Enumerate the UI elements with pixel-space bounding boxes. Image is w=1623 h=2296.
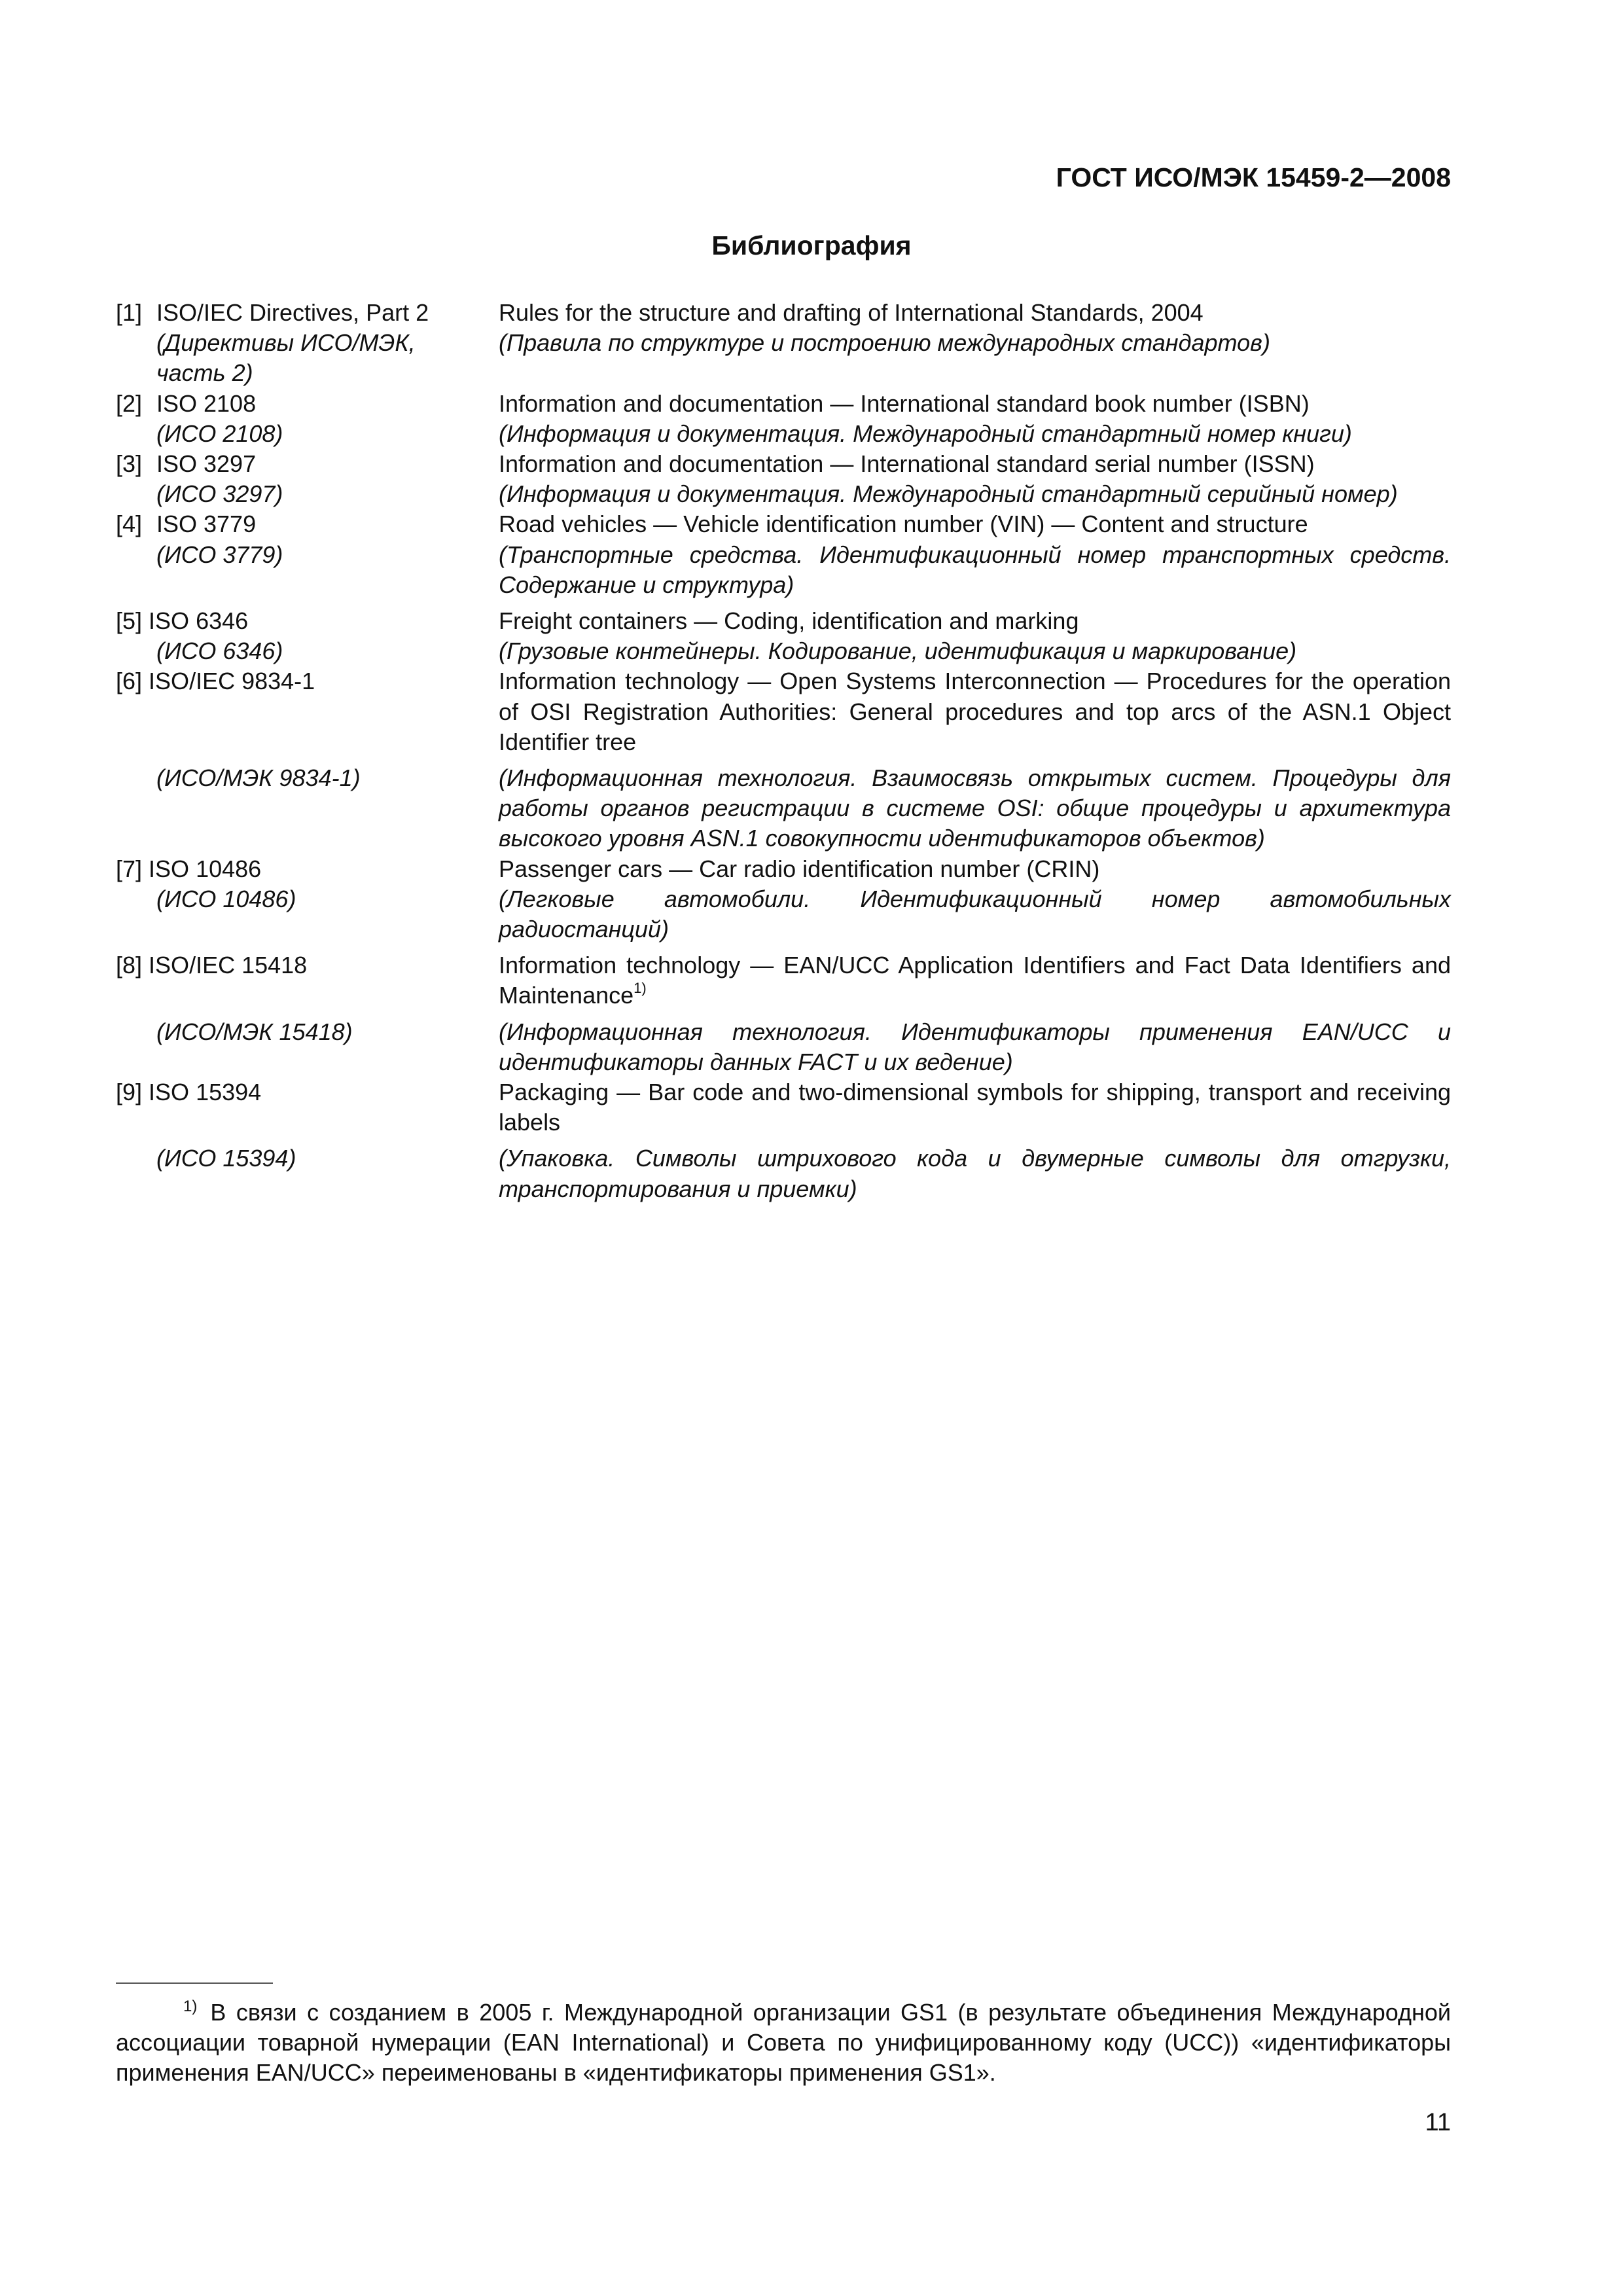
entry-reference: ISO/IEC Directives, Part 2 [156, 299, 429, 326]
entry-number: [9] [116, 1079, 143, 1106]
entry-description-ru: (Информационная технология. Идентификаторы применения EAN/UCC и идентификаторы данных FACT и их ведение) [499, 1018, 1451, 1075]
entry-reference-ru: (ИСО/МЭК 9834-1) [156, 764, 361, 792]
entry-description: Freight containers — Coding, identification and marking [499, 607, 1079, 635]
entry-reference-ru: (Директивы ИСО/МЭК, часть 2) [156, 329, 416, 387]
entry-description-ru: (Информация и документация. Международный стандартный серийный номер) [499, 480, 1398, 508]
bibliography-entry-7 [116, 854, 1451, 945]
entry-reference-ru: (ИСО 15394) [156, 1145, 296, 1172]
entry-description: Information technology — Open Systems Interconnection — Procedures for the operation of OSI Registration Authorities: General procedures and top arcs of the ASN.1 Object Identifier tree [499, 668, 1451, 755]
bibliography-entry-6 [116, 666, 1451, 853]
entry-number: [7] [116, 855, 143, 882]
entry-number: [3] [116, 450, 143, 478]
entry-reference-ru: (ИСО 6346) [156, 637, 283, 665]
entry-description: Information and documentation — International standard book number (ISBN) [499, 389, 1310, 417]
entry-reference-ru: (ИСО 3297) [156, 480, 283, 508]
document-code: ГОСТ ИСО/МЭК 15459-2—2008 [1056, 162, 1451, 192]
bibliography-entry-1 [116, 298, 1451, 389]
entry-description: Information and documentation — International standard serial number (ISSN) [499, 450, 1315, 478]
entry-reference: ISO 3297 [156, 450, 257, 478]
entry-reference: ISO/IEC 15418 [149, 952, 308, 979]
entry-number: [4] [116, 511, 143, 538]
entry-number: [5] [116, 607, 143, 635]
entry-reference: ISO 2108 [156, 389, 257, 417]
footnote [116, 1998, 1451, 2088]
entry-description-ru: (Упаковка. Символы штрихового кода и двумерные символы для отгрузки, транспортирования и приемки) [499, 1145, 1451, 1202]
entry-description-ru: (Правила по структуре и построению международных стандартов) [499, 329, 1270, 357]
entry-reference: ISO 10486 [149, 855, 262, 882]
bibliography-entry-9 [116, 1077, 1451, 1204]
entry-reference: ISO 6346 [149, 607, 249, 635]
entry-reference-ru: (ИСО 10486) [156, 885, 296, 912]
entry-description-ru: (Информация и документация. Международный стандартный номер книги) [499, 420, 1352, 447]
entry-reference-ru: (ИСО 2108) [156, 420, 283, 447]
entry-description-ru: (Легковые автомобили. Идентификационный номер автомобильных радиостанций) [499, 885, 1451, 943]
entry-description: Rules for the structure and drafting of International Standards, 2004 [499, 299, 1204, 326]
entry-number: [6] [116, 668, 143, 695]
footnote-reference: 1) [633, 980, 647, 997]
entry-number: [8] [116, 952, 143, 979]
entry-description: Road vehicles — Vehicle identification number (VIN) — Content and structure [499, 511, 1308, 538]
entry-description-ru: (Грузовые контейнеры. Кодирование, идентификация и маркирование) [499, 637, 1297, 665]
entry-reference-ru: (ИСО 3779) [156, 541, 283, 568]
bibliography-entry-3 [116, 449, 1451, 509]
entry-description-ru: (Транспортные средства. Идентификационный номер транспортных средств. Содержание и структура) [499, 541, 1451, 598]
entry-description: Packaging — Bar code and two-dimensional symbols for shipping, transport and receiving labels [499, 1079, 1451, 1136]
bibliography-list [116, 298, 1451, 1204]
entry-number: [2] [116, 389, 143, 417]
entry-description: Passenger cars — Car radio identification number (CRIN) [499, 855, 1100, 882]
entry-description: Information technology — EAN/UCC Application Identifiers and Fact Data Identifiers and Maintenance [499, 952, 1451, 1009]
entry-reference: ISO/IEC 9834-1 [149, 668, 315, 695]
entry-reference: ISO 3779 [156, 511, 257, 538]
page-number: 11 [1425, 2109, 1451, 2136]
footnote-text: В связи с созданием в 2005 г. Международной организации GS1 (в результате объединения Международной ассоциации товарной нумерации (EAN International) и Совета по унифицированному коду (UCC)) «идентификаторы применения EAN/UCC» переименованы в «идентификаторы применения GS1». [116, 1999, 1451, 2086]
bibliography-entry-5 [116, 606, 1451, 666]
entry-reference-ru: (ИСО/МЭК 15418) [156, 1018, 353, 1045]
bibliography-entry-4 [116, 509, 1451, 600]
footnote-mark: 1) [183, 1998, 198, 2015]
entry-description-ru: (Информационная технология. Взаимосвязь открытых систем. Процедуры для работы органов регистрации в системе OSI: общие процедуры и архитектура высокого уровня ASN.1 совокупности идентификаторов объектов) [499, 764, 1451, 852]
entry-number: [1] [116, 299, 143, 326]
bibliography-entry-8 [116, 950, 1451, 1077]
footnote-divider [116, 1982, 273, 1984]
entry-reference: ISO 15394 [149, 1079, 262, 1106]
page-title: Библиография [711, 230, 912, 260]
bibliography-entry-2 [116, 389, 1451, 449]
